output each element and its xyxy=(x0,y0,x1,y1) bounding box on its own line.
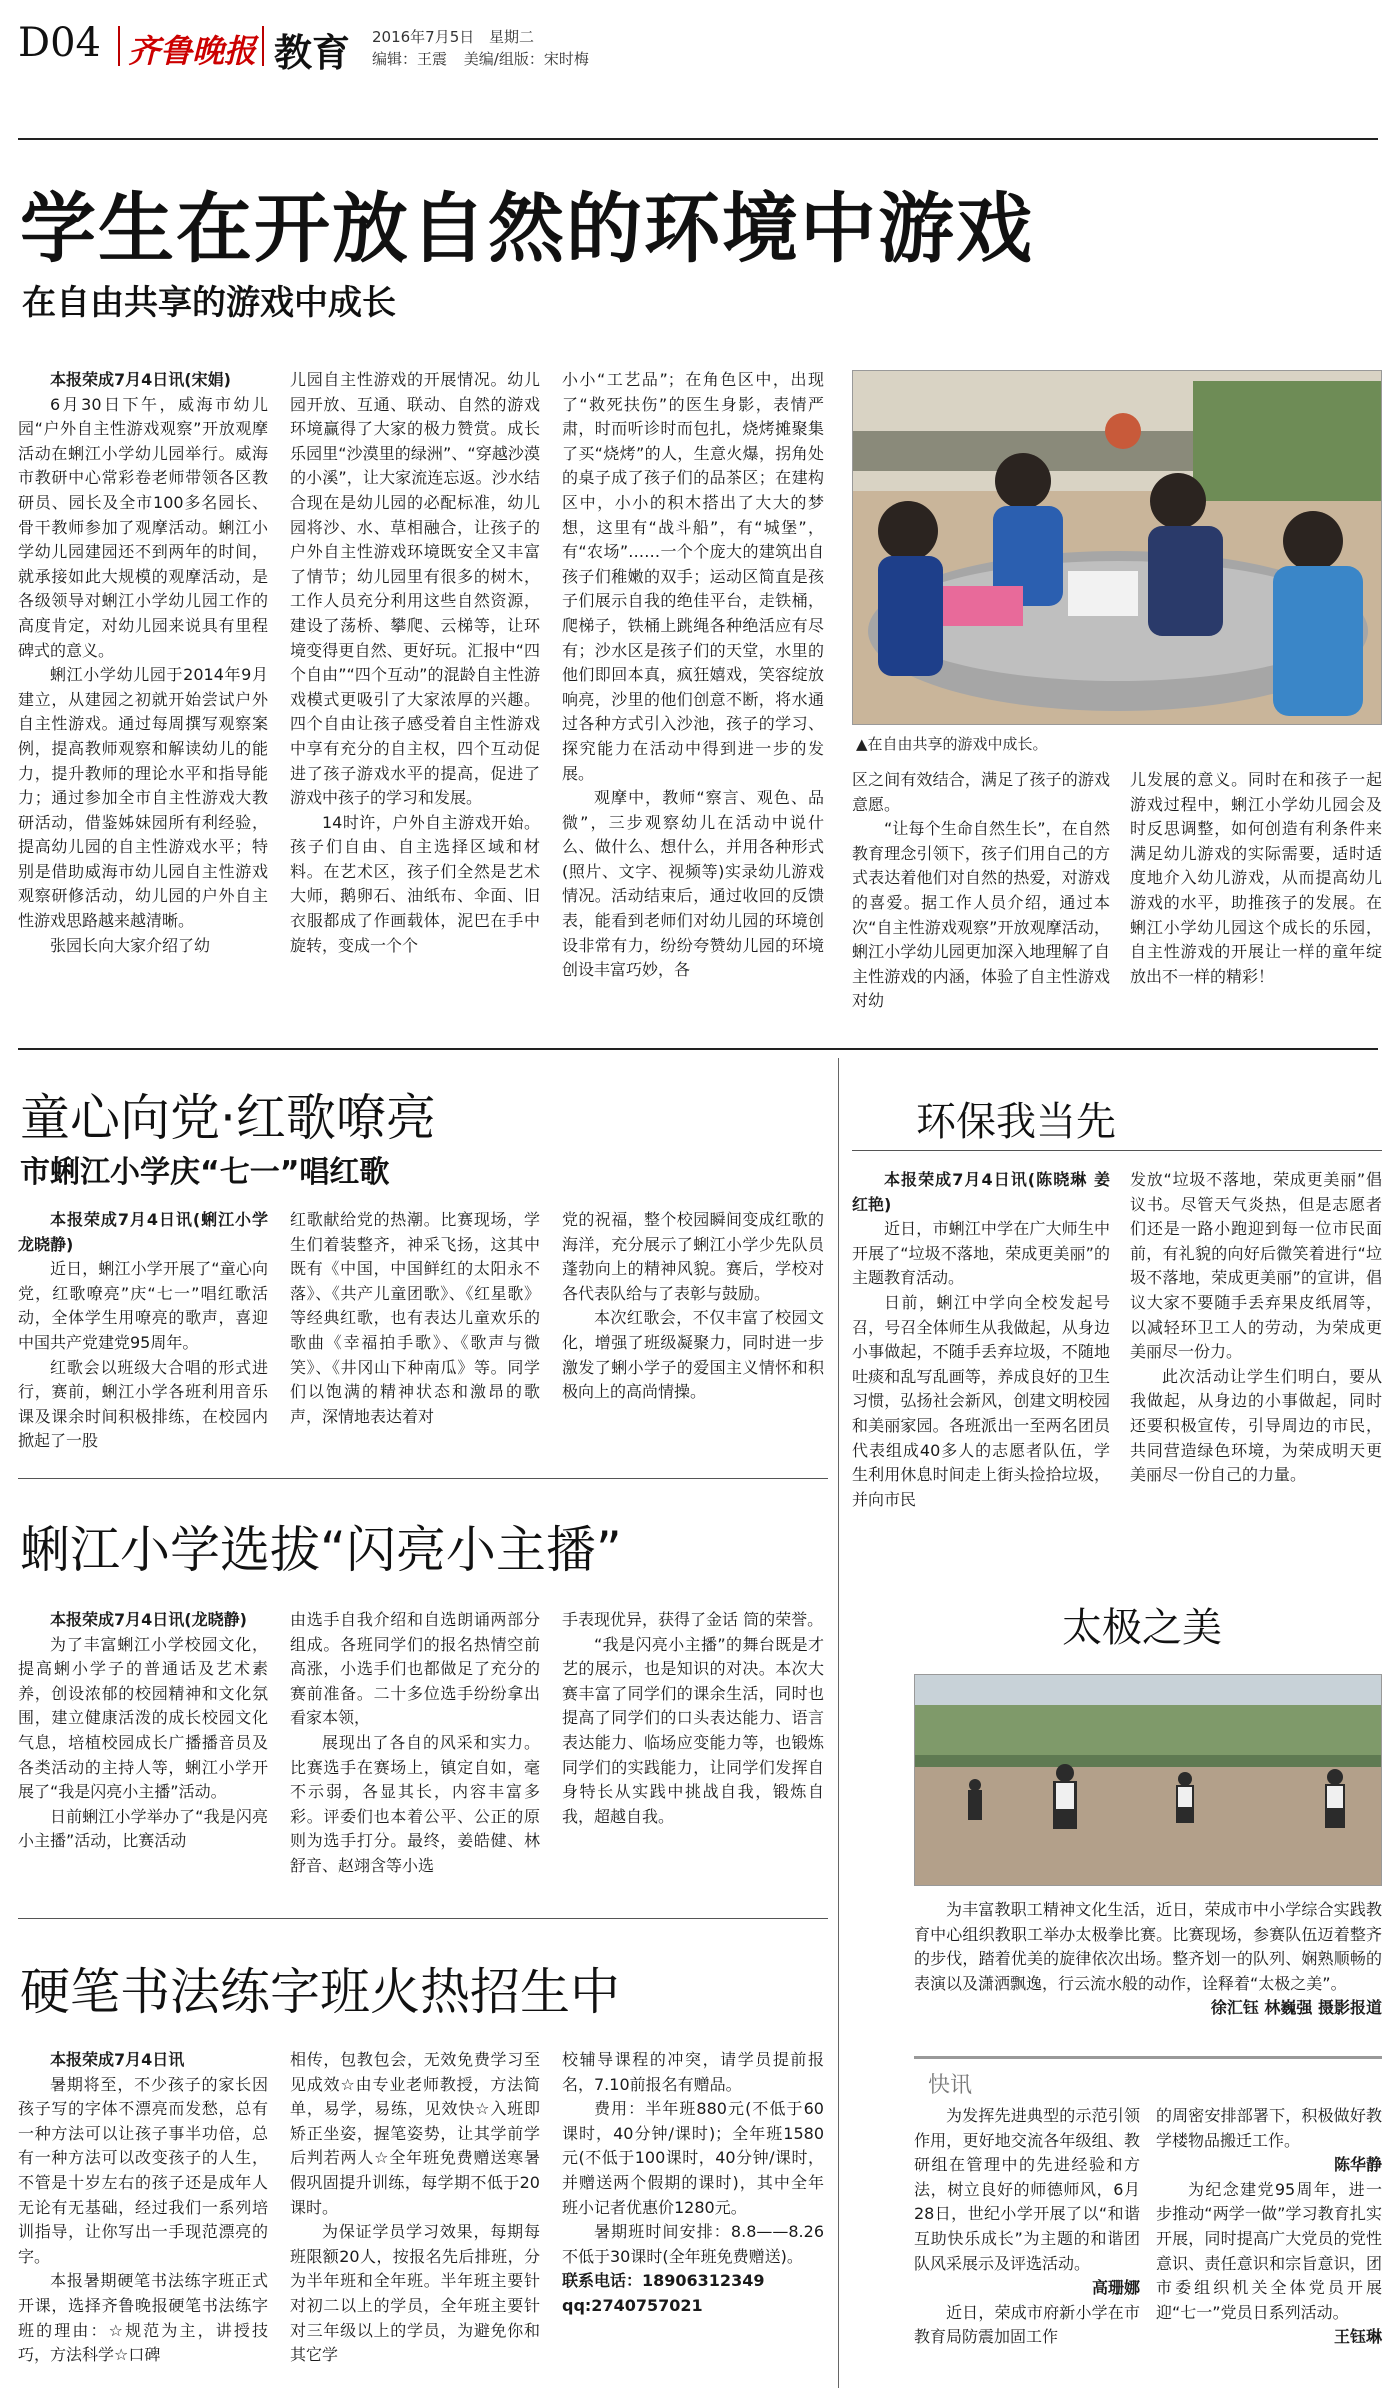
story5-paragraph: 此次活动让学生们明白，要从我做起，从身边的小事做起，同时还要积极宣传，引导周边的市民，共同营造绿色环境，为荣成明天更美丽尽一份自己的力量。 xyxy=(1130,1366,1382,1485)
story1-paragraph: 儿园自主性游戏的开展情况。幼儿园开放、互通、联动、自然的游戏环境赢得了大家的极力赞赏。成长乐园里“沙漠里的绿洲”、“穿越沙漠的小溪”，让大家流连忘返。沙水结合现在是幼儿园的必配标准，幼儿园将沙、水、草相融合，让孩子的户外自主性游戏环境既安全又丰富了情节；幼儿园里有很多的树木，工作人员充分利用这些自然资源，建设了荡桥、攀爬、云梯等，让环境变得更自然、更好玩。汇报中“四个自由”“四个互动”的混龄自主性游戏模式更吸引了大家浓厚的兴趣。四个自由让孩子感受着自主性游戏中享有充分的自主权，四个互动促进了孩子游戏水平的提高，促进了游戏中孩子的学习和发展。 xyxy=(290,370,540,808)
story4-paragraph: 暑期将至，不少孩子的家长因孩子写的字体不漂亮而发愁，总有一种方法可以让孩子事半功倍，总有一种方法可以改变孩子的人生，不管是十岁左右的孩子还是成年人无论有无基础，经过我们一系列培训指导，让你写出一手现范漂亮的字。 xyxy=(18,2074,268,2266)
story4-paragraph: 费用：半年班880元(不低于60课时，40分钟/课时)；全年班1580元(不低于100课时，40分钟/课时，并赠送两个假期的课时)，其中全年班小记者优惠价1280元。 xyxy=(562,2099,824,2217)
story2-column-1 xyxy=(18,1208,268,1454)
kuaixun-label: 快讯 xyxy=(928,2073,973,2098)
story3-paragraph: 展现出了各自的风采和实力。比赛选手在赛场上，镇定自如，毫不示弱，各显其长，内容丰富多彩。评委们也本着公平、公正的原则为选手打分。最终，姜皓健、林舒音、赵翊含等小选 xyxy=(290,1732,540,1875)
story2-column-2 xyxy=(290,1208,540,1429)
story1-headline: 学生在开放自然的环境中游戏 xyxy=(20,184,1034,273)
taichi-performers-image xyxy=(915,1675,1382,1886)
story5-headline: 环保我当先 xyxy=(916,1099,1116,1145)
story4-byline: 本报荣成7月4日讯 xyxy=(50,2050,185,2069)
story5-column-1 xyxy=(852,1168,1110,1512)
story1-byline: 本报荣成7月4日讯(宋娟) xyxy=(50,370,231,389)
kuaixun-item: 为发挥先进典型的示范引领作用，更好地交流各年级组、教研组在管理中的先进经验和方法，树立良好的师德师风，6月28日，世纪小学开展了以“和谐互助快乐成长”为主题的和谐团队风采展示及评选活动。 xyxy=(914,2106,1140,2273)
story6-caption xyxy=(914,1898,1382,2021)
story2-byline: 本报荣成7月4日讯(蜊江小学 龙晓静) xyxy=(18,1210,268,1254)
story3-paragraph: 手表现优异，获得了金话 筒的荣誉。 xyxy=(562,1610,824,1629)
story-divider xyxy=(852,1150,1382,1151)
story1-photo xyxy=(852,370,1382,725)
story2-paragraph: 党的祝福，整个校园瞬间变成红歌的海洋，充分展示了蜊江小学少先队员蓬勃向上的精神风貌。赛后，学校对各代表队给与了表彰与鼓励。 xyxy=(562,1210,824,1303)
issue-date xyxy=(372,26,534,47)
editor-text: 编辑：王震 xyxy=(372,50,448,68)
story3-paragraph: 为了丰富蜊江小学校园文化，提高蜊小学子的普通话及艺术素养，创设浓郁的校园精神和文化氛围，建立健康活泼的成长校园文化气息，培植校园成长广播播音员及各类活动的主持人等，蜊江小学开展了“我是闪亮小主播”活动。 xyxy=(18,1634,268,1802)
story1-paragraph: “让每个生命自然生长”，在自然教育理念引领下，孩子们用自己的方式表达着他们对自然的热爱，对游戏的喜爱。据工作人员介绍，通过本次“自主性游戏观察”开放观摩活动，蜊江小学幼儿园更加深入地理解了自主性游戏的内涵，体验了自主性游戏对幼 xyxy=(852,819,1110,1011)
story1-column-4 xyxy=(852,768,1110,1014)
masthead-divider xyxy=(118,26,120,66)
story-divider xyxy=(18,1478,828,1479)
story4-paragraph: 为保证学员学习效果，每期每班限额20人，按报名先后排班，分为半年班和全年班。半年班主要针对初二以上的学员，全年班主要针对三年级以上的学员，为避免你和其它学 xyxy=(290,2222,540,2365)
story4-paragraph: 校辅导课程的冲突，请学员提前报名，7.10前报名有赠品。 xyxy=(562,2050,824,2094)
story3-column-3 xyxy=(562,1608,824,1829)
editor-credits xyxy=(372,48,589,69)
story4-paragraph: 暑期班时间安排：8.8——8.26不低于30课时(全年班免费赠送)。 xyxy=(562,2222,824,2266)
kuaixun-author: 陈华静 xyxy=(1333,2155,1382,2175)
weekday-text: 星期二 xyxy=(489,28,535,46)
story1-subhead: 在自由共享的游戏中成长 xyxy=(22,283,396,323)
column-divider xyxy=(838,1058,839,2388)
story1-paragraph: 蜊江小学幼儿园于2014年9月建立，从建园之初就开始尝试户外自主性游戏。通过每周撰写观察案例，提高教师观察和解读幼儿的能力，提升教师的理论水平和指导能力；通过参加全市自主性游戏大教研活动，借鉴姊妹园所有利经验，提高幼儿园的自主性游戏水平；特别是借助威海市幼儿园自主性游戏观察研修活动，幼儿园的户外自主性游戏思路越来越清晰。 xyxy=(18,665,268,931)
section-title: 教育 xyxy=(274,31,351,75)
kuaixun-author: 王钰琳 xyxy=(1333,2327,1382,2347)
masthead-divider xyxy=(262,26,264,66)
story-divider xyxy=(18,1918,828,1919)
kuaixun-item: 的周密安排部署下，积极做好教学楼物品搬迁工作。 xyxy=(1156,2106,1382,2150)
story1-column-2 xyxy=(290,368,540,958)
story1-column-1 xyxy=(18,368,268,958)
kuaixun-item: 近日，荣成市府新小学在市教育局防震加固工作 xyxy=(914,2302,1140,2347)
story5-paragraph: 发放“垃圾不落地，荣成更美丽”倡议书。尽管天气炎热，但是志愿者们还是一路小跑迎到每一位市民面前，有礼貌的向好后微笑着进行“垃圾不落地，荣成更美丽”的宣讲，倡议大家不要随手丢弃果皮纸屑等，以减轻环卫工人的劳动，为荣成更美丽尽一份力。 xyxy=(1130,1170,1382,1362)
story4-column-2 xyxy=(290,2048,540,2368)
story6-photo xyxy=(914,1674,1382,1886)
photo-credit: 徐汇钰 林巍强 摄影报道 xyxy=(1210,1998,1382,2018)
story3-paragraph: “我是闪亮小主播”的舞台既是才艺的展示，也是知识的对决。本次大赛丰富了同学们的课余生活，同时也提高了同学们的口头表达能力、语言表达能力、临场应变能力等，也锻炼同学们的实践能力，让同学们发挥自身特长从实践中挑战自我，锻炼自我，超越自我。 xyxy=(562,1634,824,1826)
story2-paragraph: 红歌献给党的热潮。比赛现场，学生们着装整齐，神采飞扬，这其中既有《中国，中国鲜红的太阳永不落》、《共产儿童团歌》、《红星歌》等经典红歌，也有表达儿童欢乐的歌曲《幸福拍手歌》、《歌声与微笑》、《井冈山下种南瓜》等。同学们以饱满的精神状态和激昂的歌声，深情地表达着对 xyxy=(290,1210,540,1426)
designer-text: 美编/组版：宋时梅 xyxy=(463,50,589,68)
story1-column-5 xyxy=(1130,768,1382,989)
story2-column-3 xyxy=(562,1208,824,1405)
story1-paragraph: 14时许，户外自主游戏开始。孩子们自由、自主选择区域和材料。在艺术区，孩子们全然是艺术大师，鹅卵石、油纸布、伞面、旧衣服都成了作画载体，泥巴在手中旋转，变成一个个 xyxy=(290,812,540,955)
page-number: D04 xyxy=(18,20,101,66)
kuaixun-column-2 xyxy=(1156,2104,1382,2350)
story5-byline: 本报荣成7月4日讯(陈晓琳 姜红艳) xyxy=(852,1170,1110,1214)
story3-column-2 xyxy=(290,1608,540,1879)
story5-paragraph: 日前，蜊江中学向全校发起号召，号召全体师生从我做起，从身边小事做起，不随手丢弃垃圾，不随地吐痰和乱写乱画等，养成良好的卫生习惯，弘扬社会新风，创建文明校园和美丽家园。各班派出一至两名团员代表组成40多人的志愿者队伍，学生利用休息时间走上街头捡拾垃圾，并向市民 xyxy=(852,1292,1110,1509)
contact-phone: 联系电话：18906312349 xyxy=(562,2271,765,2291)
story4-column-1 xyxy=(18,2048,268,2368)
story3-headline: 蜊江小学选拔“闪亮小主播” xyxy=(20,1521,622,1579)
story1-paragraph: 观摩中，教师“察言、观色、品微”，三步观察幼儿在活动中说什么、做什么、想什么，并用各种形式(照片、文字、视频等)实录幼儿游戏情况。活动结束后，通过收回的反馈表，能看到老师们对幼儿园的环境创设非常有力，纷纷夸赞幼儿园的环境创设丰富巧妙，各 xyxy=(562,788,824,980)
story4-column-3 xyxy=(562,2048,824,2319)
story4-headline: 硬笔书法练字班火热招生中 xyxy=(20,1963,620,2021)
story1-paragraph: 6月30日下午，威海市幼儿园“户外自主性游戏观察”开放观摩活动在蜊江小学幼儿园举行。威海市教研中心常彩卷老师带领各区教研员、园长及全市100多名园长、骨干教师参加了观摩活动。蜊江小学幼儿园建园还不到两年的时间，就承接如此大规模的观摩活动，是各级领导对蜊江小学幼儿园工作的高度肯定，对幼儿园来说具有里程碑式的意义。 xyxy=(18,394,268,660)
story2-paragraph: 近日，蜊江小学开展了“童心向党，红歌嘹亮”庆“七一”唱红歌活动，全体学生用嘹亮的歌声，喜迎中国共产党建党95周年。 xyxy=(18,1259,268,1352)
story4-paragraph: 本报暑期硬笔书法练字班正式开课，选择齐鲁晚报硬笔书法练字班的理由：☆规范为主，讲授技巧，方法科学☆口碑 xyxy=(18,2271,268,2365)
story1-paragraph: 张园长向大家介绍了幼 xyxy=(50,935,211,955)
story3-column-1 xyxy=(18,1608,268,1854)
story6-headline: 太极之美 xyxy=(1062,1605,1222,1651)
story2-paragraph: 本次红歌会，不仅丰富了校园文化，增强了班级凝聚力，同时进一步激发了蜊小学子的爱国主义情怀和积极向上的高尚情操。 xyxy=(562,1308,824,1402)
kuaixun-item: 为纪念建党95周年，进一步推动“两学一做”学习教育扎实开展，同时提高广大党员的党性意识、责任意识和宗旨意识，团市委组织机关全体党员开展迎“七一”党员日系列活动。 xyxy=(1156,2179,1382,2322)
story5-paragraph: 近日，市蜊江中学在广大师生中开展了“垃圾不落地，荣成更美丽”的主题教育活动。 xyxy=(852,1219,1110,1288)
newspaper-logo: 齐鲁晚报 xyxy=(128,32,257,70)
story4-paragraph: 相传，包教包会，无效免费学习至见成效☆由专业老师教授，方法简单，易学，易练，见效快☆入班即矫正坐姿，握笔姿势，让其学前学后判若两人☆全年班免费赠送寒暑假巩固提升训练，每学期不低于20课时。 xyxy=(290,2050,540,2217)
children-playing-image xyxy=(853,371,1382,725)
story2-headline: 童心向党·红歌嘹亮 xyxy=(20,1089,436,1147)
story3-paragraph: 由选手自我介绍和自选朗诵两部分组成。各班同学们的报名热情空前高涨，小选手们也都做足了充分的赛前准备。二十多位选手纷纷拿出看家本领， xyxy=(290,1610,540,1728)
story2-subhead: 市蜊江小学庆“七一”唱红歌 xyxy=(20,1155,390,1190)
date-text: 2016年7月5日 xyxy=(372,28,475,46)
story1-paragraph: 区之间有效结合，满足了孩子的游戏意愿。 xyxy=(852,770,1110,814)
story1-photo-caption: ▲在自由共享的游戏中成长。 xyxy=(856,735,1048,753)
story3-paragraph: 日前蜊江小学举办了“我是闪亮小主播”活动，比赛活动 xyxy=(18,1806,268,1851)
story1-paragraph: 儿发展的意义。同时在和孩子一起游戏过程中，蜊江小学幼儿园会及时反思调整，如何创造有利条件来满足幼儿游戏的实际需要，适时适度地介入幼儿游戏，从而提高幼儿游戏的水平，助推孩子的发展。在蜊江小学幼儿园这个成长的乐园，自主性游戏的开展让一样的童年绽放出不一样的精彩！ xyxy=(1130,770,1382,986)
story5-column-2 xyxy=(1130,1168,1382,1488)
kuaixun-author: 高珊娜 xyxy=(1091,2278,1140,2298)
story2-paragraph: 红歌会以班级大合唱的形式进行，赛前，蜊江小学各班利用音乐课及课余时间积极排练，在校园内掀起了一股 xyxy=(18,1357,268,1451)
story1-paragraph: 小小“工艺品”；在角色区中，出现了“救死扶伤”的医生身影，表情严肃，时而听诊时而包扎，烧烤摊聚集了买“烧烤”的人，生意火爆，拐角处的桌子成了孩子们的品茶区；在建构区中，小小的积木搭出了大大的梦想，这里有“战斗船”，有“城堡”，有“农场”……一个个庞大的建筑出自孩子们稚嫩的双手；运动区简直是孩子们展示自我的绝佳平台，走铁桶，爬梯子，铁桶上跳绳各种绝活应有尽有；沙水区是孩子们的天堂，水里的他们即回本真，疯狂嬉戏，笑容绽放响亮，沙里的他们创意不断，将水通过各种方式引入沙池，孩子的学习、探究能力在活动中得到进一步的发展。 xyxy=(562,370,824,783)
story1-column-3 xyxy=(562,368,824,983)
kuaixun-column-1 xyxy=(914,2104,1140,2350)
story6-caption-text: 为丰富教职工精神文化生活，近日，荣成市中小学综合实践教育中心组织教职工举办太极拳比赛。比赛现场，参赛队伍迈着整齐的步伐，踏着优美的旋律依次出场。整齐划一的队列、娴熟顺畅的表演以及潇洒飘逸，行云流水般的动作，诠释着“太极之美”。 xyxy=(914,1900,1382,1993)
section-rule xyxy=(18,1048,1378,1050)
story3-byline: 本报荣成7月4日讯(龙晓静) xyxy=(50,1610,247,1629)
masthead-rule xyxy=(18,138,1378,140)
contact-qq: qq:2740757021 xyxy=(562,2295,703,2315)
